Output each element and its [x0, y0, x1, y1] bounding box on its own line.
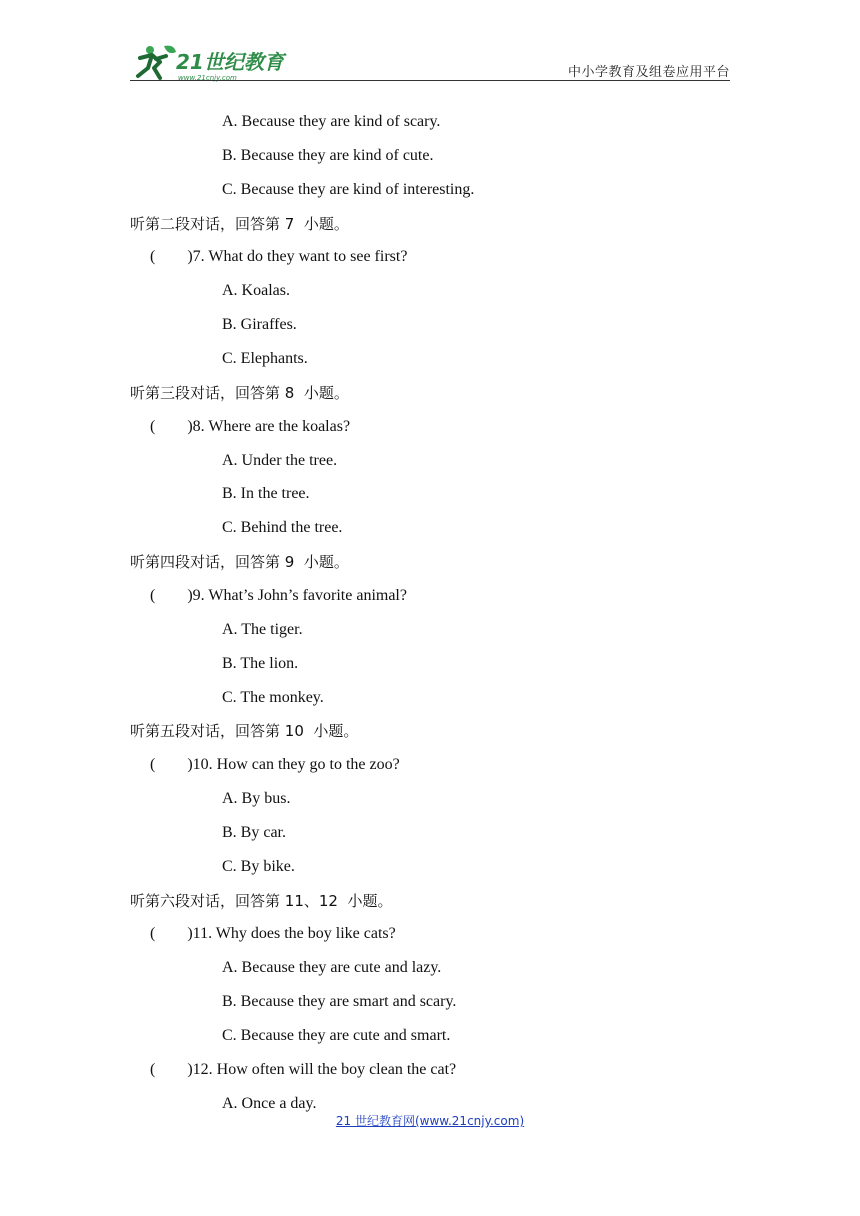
section-heading: 听第五段对话，回答第 10 小题。 — [130, 722, 359, 741]
platform-name: 中小学教育及组卷应用平台 — [567, 65, 730, 80]
answer-option: B. By car. — [222, 823, 286, 841]
question-line: ( )12. How often will the boy clean the cat? — [150, 1060, 457, 1078]
answer-option: A. Once a day. — [222, 1094, 317, 1112]
footer-link[interactable]: 21 世纪教育网(www.21cnjy.com) — [335, 1114, 525, 1128]
page-header — [130, 38, 730, 82]
question-line: ( )10. How can they go to the zoo? — [150, 756, 400, 774]
answer-option: B. The lion. — [222, 654, 299, 672]
answer-option: A. The tiger. — [222, 620, 303, 638]
answer-option: B. Giraffes. — [222, 316, 297, 334]
logo-subtext: www.21cnjy.com — [178, 74, 237, 82]
section-heading: 听第六段对话，回答第 11、12 小题。 — [130, 891, 393, 910]
answer-option: A. By bus. — [222, 790, 291, 807]
answer-option: B. Because they are kind of cute. — [222, 146, 434, 164]
answer-option: C. Behind the tree. — [222, 519, 343, 537]
question-line: ( )7. What do they want to see first? — [150, 248, 408, 266]
answer-option: A. Koalas. — [222, 282, 290, 300]
answer-option: B. In the tree. — [222, 485, 310, 503]
answer-option: A. Because they are kind of scary. — [222, 113, 441, 130]
answer-option: B. Because they are smart and scary. — [222, 993, 457, 1011]
section-heading: 听第四段对话，回答第 9 小题。 — [130, 553, 349, 571]
answer-option: C. The monkey. — [222, 688, 324, 706]
logo-text: 21世纪教育 — [176, 50, 284, 74]
leaf-icon — [164, 46, 176, 54]
runner-head-icon — [146, 46, 154, 54]
answer-option: A. Under the tree. — [222, 451, 338, 469]
answer-option: C. Because they are kind of interesting. — [222, 180, 475, 198]
answer-option: A. Because they are cute and lazy. — [222, 959, 442, 977]
answer-option: C. By bike. — [222, 857, 295, 875]
question-line: ( )9. What’s John’s favorite animal? — [150, 586, 407, 604]
section-heading: 听第二段对话，回答第 7 小题。 — [130, 214, 349, 233]
question-line: ( )8. Where are the koalas? — [150, 417, 351, 435]
runner-body-icon — [138, 55, 166, 78]
question-line: ( )11. Why does the boy like cats? — [150, 925, 396, 943]
header-divider — [130, 80, 730, 81]
logo — [130, 42, 300, 82]
section-heading: 听第三段对话，回答第 8 小题。 — [130, 383, 349, 402]
answer-option: C. Elephants. — [222, 350, 308, 367]
answer-option: C. Because they are cute and smart. — [222, 1027, 451, 1044]
